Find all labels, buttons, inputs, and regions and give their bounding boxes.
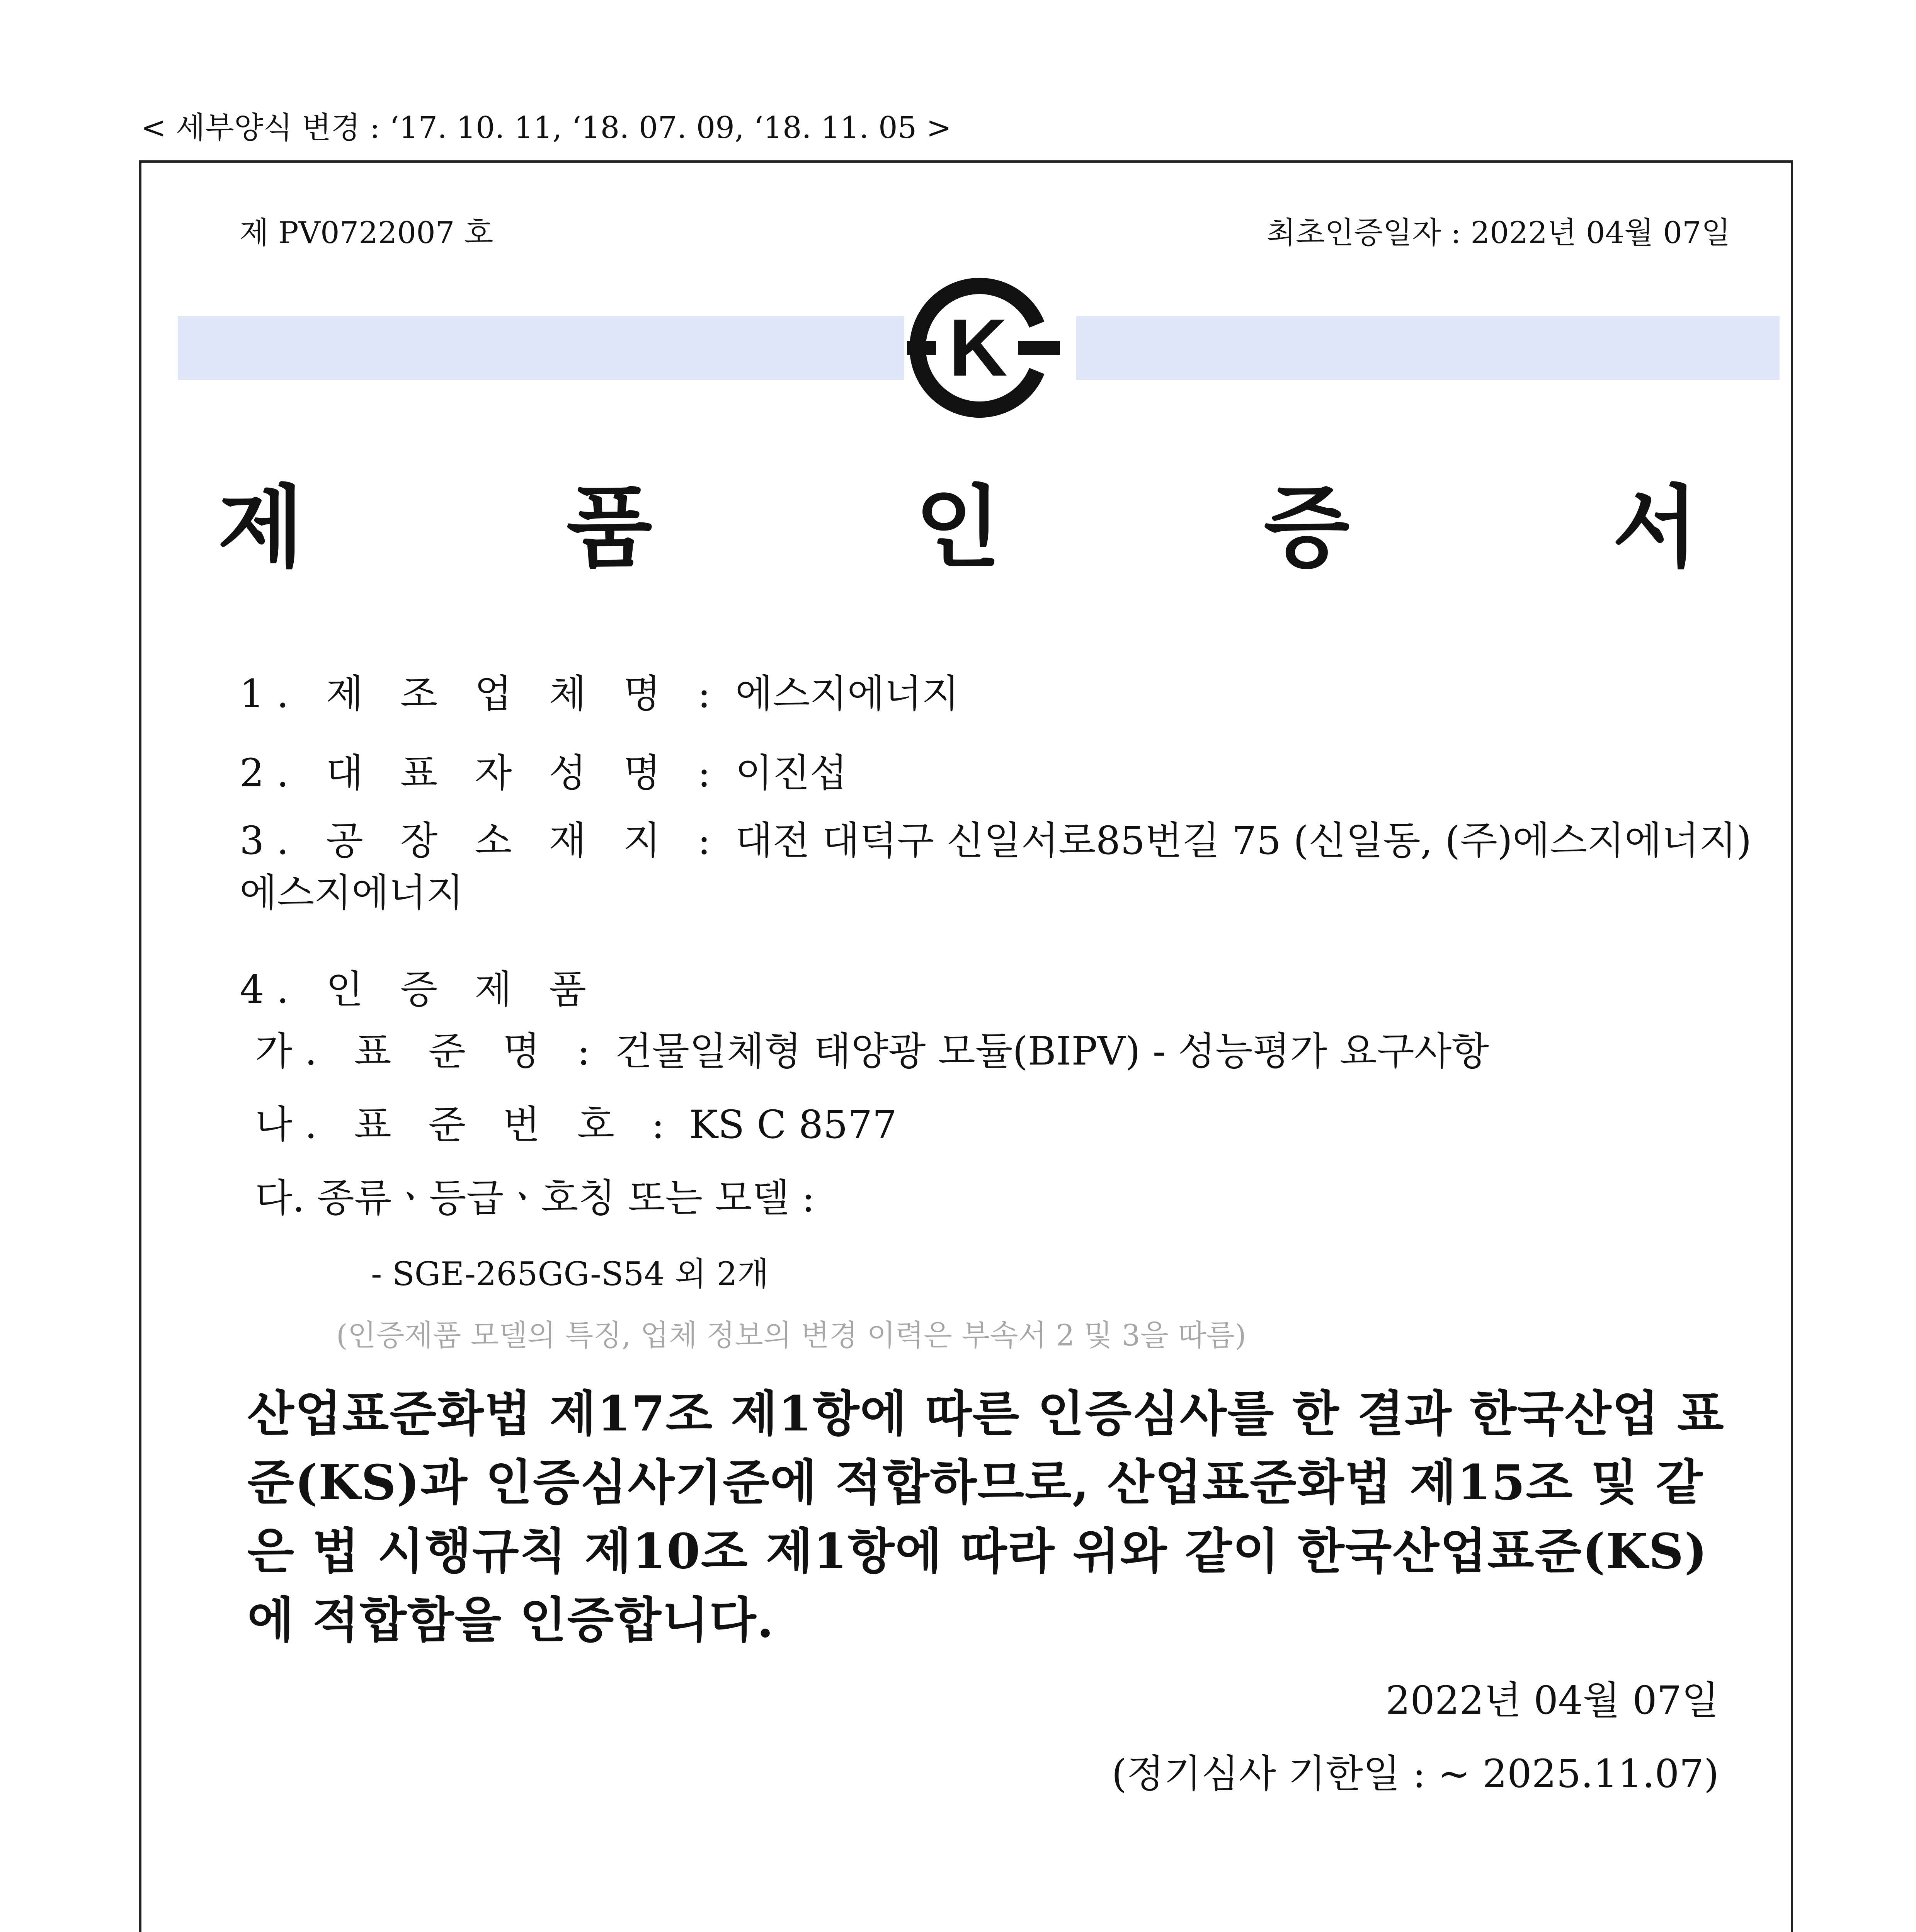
product-heading: 4. 인 증 제 품 — [240, 967, 599, 1012]
reference-note: (인증제품 모델의 특징, 업체 정보의 변경 이력은 부속서 2 및 3을 따름) — [336, 1318, 1246, 1352]
manufacturer-row — [240, 663, 959, 718]
standard-number-label: 나. 표 준 번 호 : — [255, 1102, 677, 1147]
first-certification-date: 최초인증일자 : 2022년 04월 07일 — [1266, 216, 1731, 250]
model-label: 다. 종류ㆍ등급ㆍ호칭 또는 모델 : — [255, 1175, 815, 1221]
document-title: 제 품 인 증 서 — [218, 475, 1814, 580]
representative-label: 2. 대 표 자 성 명 : — [240, 750, 723, 796]
model-value: - SGE-265GG-S54 외 2개 — [371, 1255, 769, 1293]
certificate-number: 제 PV0722007 호 — [240, 216, 493, 250]
renewal-deadline: (정기심사 기한일 : ~ 2025.11.07) — [1111, 1751, 1719, 1796]
factory-value: 대전 대덕구 신일서로85번길 75 (신일동, (주)에스지에너지) — [735, 818, 1752, 863]
standard-name-row — [255, 1020, 1489, 1076]
ks-mark-icon — [902, 267, 1065, 429]
manufacturer-value: 에스지에너지 — [735, 671, 960, 716]
form-change-note: < 세부양식 변경 : ‘17. 10. 11, ‘18. 07. 09, ‘18. 11. 05 > — [141, 111, 952, 145]
factory-row — [240, 810, 1752, 865]
representative-value: 이진섭 — [735, 750, 847, 796]
header-band-left — [178, 316, 904, 380]
header-band-right — [1076, 316, 1780, 380]
standard-name-value: 건물일체형 태양광 모듈(BIPV) - 성능평가 요구사항 — [614, 1029, 1489, 1074]
standard-number-value: KS C 8577 — [689, 1102, 897, 1147]
factory-label: 3. 공 장 소 재 지 : — [240, 818, 723, 863]
representative-row — [240, 742, 847, 798]
certification-statement: 산업표준화법 제17조 제1항에 따른 인증심사를 한 결과 한국산업 표준(KS)과 인증심사기준에 적합하므로, 산업표준화법 제15조 및 같은 법 시행규칙 제10조 제1항에 따라 위와 같이 한국산업표준(KS)에 적합함을 인증합니다. — [247, 1386, 1725, 1648]
manufacturer-label: 1. 제 조 업 체 명 : — [240, 671, 723, 716]
svg-text:K: K — [949, 302, 1007, 393]
factory-value-line2: 에스지에너지 — [240, 870, 464, 915]
standard-number-row — [255, 1094, 897, 1149]
issue-date: 2022년 04월 07일 — [1385, 1678, 1719, 1723]
standard-name-label: 가. 표 준 명 : — [255, 1029, 603, 1074]
